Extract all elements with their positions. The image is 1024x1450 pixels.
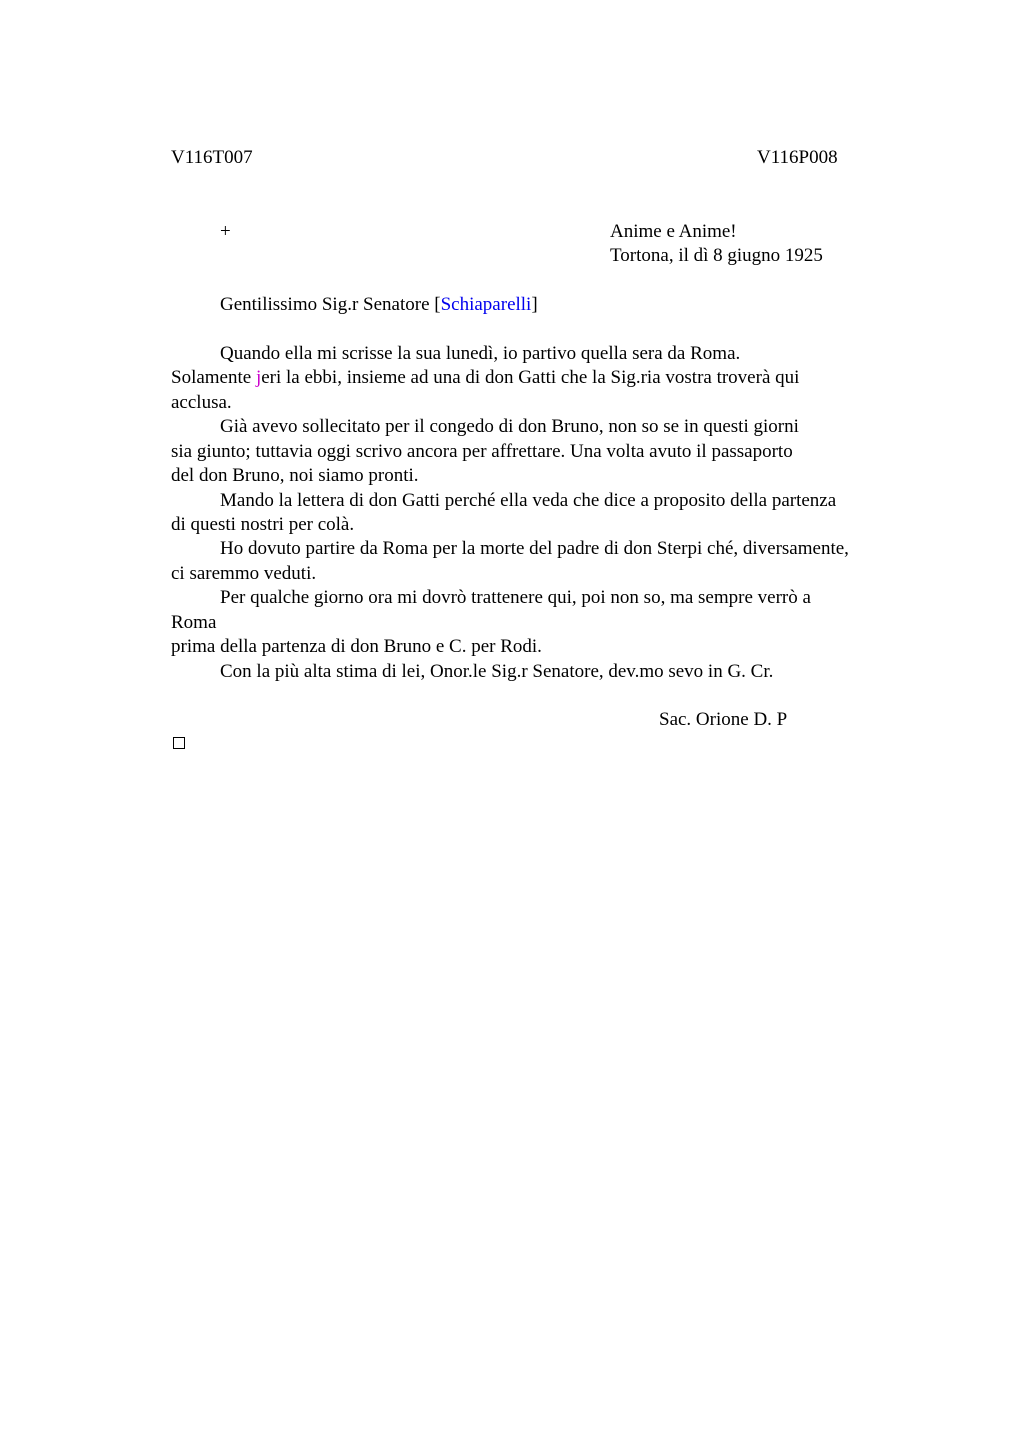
salutation-prefix: Gentilissimo Sig.r Senatore [ [220,294,441,315]
body-line: del don Bruno, noi siamo pronti. [171,465,419,486]
body-line: ci saremmo veduti. [171,563,317,584]
body-line: sia giunto; tuttavia oggi scrivo ancora per affrettare. Una volta avuto il passaporto [171,441,793,462]
body-line: Con la più alta stima di lei, Onor.le Sig.r Senatore, dev.mo sevo in G. Cr. [220,661,774,682]
document-code-left: V116T007 [171,147,253,168]
motto: Anime e Anime! [610,221,737,242]
body-line: Mando la lettera di don Gatti perché ella veda che dice a proposito della partenza [220,490,837,511]
senator-name-link[interactable]: Schiaparelli [440,294,532,315]
body-line [171,366,799,390]
salutation [220,293,538,317]
body-line: Roma [171,612,217,633]
place-date: Tortona, il dì 8 giugno 1925 [610,245,823,266]
salutation-suffix: ] [531,294,538,315]
body-line: prima della partenza di don Bruno e C. per Rodi. [171,636,542,657]
cross-mark: + [220,221,231,242]
body-line: Quando ella mi scrisse la sua lunedì, io partivo quella sera da Roma. [220,343,741,364]
body-line: Già avevo sollecitato per il congedo di don Bruno, non so se in questi giorni [220,416,799,437]
body-line: di questi nostri per colà. [171,514,355,535]
body-text: Solamente [171,367,256,388]
body-text: eri la ebbi, insieme ad una di don Gatti che la Sig.ria vostra troverà qui [261,367,800,388]
document-code-right: V116P008 [757,147,838,168]
checkbox[interactable] [173,737,185,749]
body-line: Per qualche giorno ora mi dovrò trattenere qui, poi non so, ma sempre verrò a [220,587,811,608]
highlighted-letter: j [255,367,262,388]
body-line: Ho dovuto partire da Roma per la morte del padre di don Sterpi ché, diversamente, [220,538,849,559]
body-line: acclusa. [171,392,232,413]
signature: Sac. Orione D. P [659,709,788,730]
